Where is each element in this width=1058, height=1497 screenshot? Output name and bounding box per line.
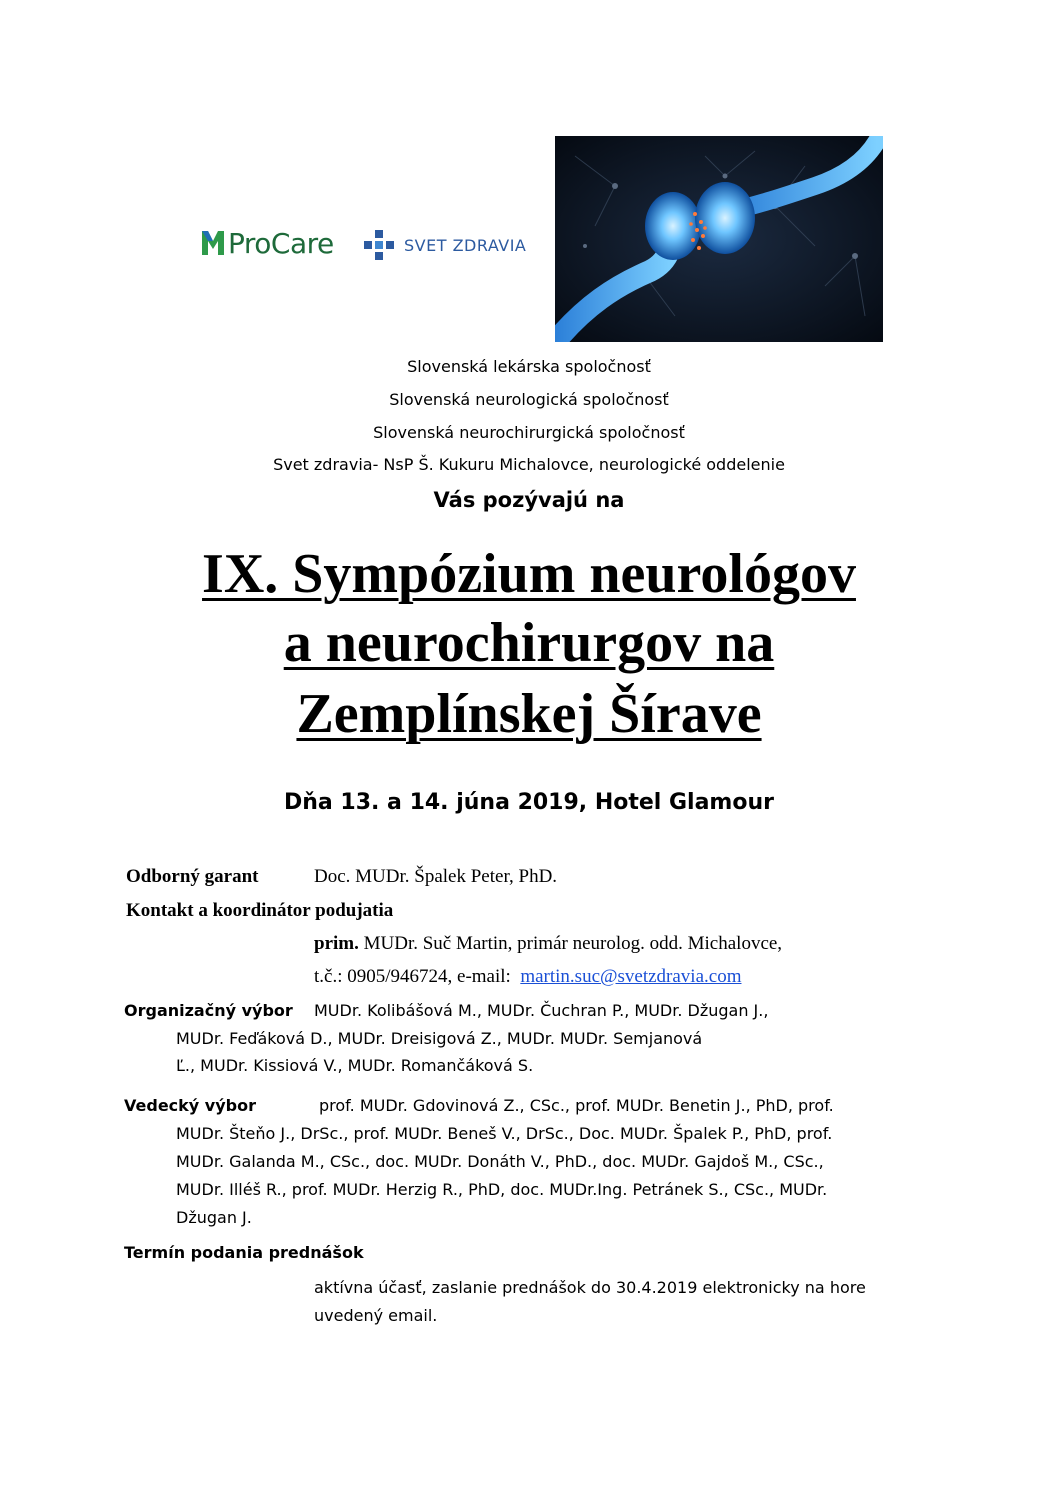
procare-mark-icon	[202, 229, 224, 257]
deadline-line-1: aktívna účasť, zaslanie prednášok do 30.4.2019 elektronicky na hore	[314, 1278, 866, 1297]
synapse-neuron-image	[555, 136, 883, 342]
org-committee-label: Organizačný výbor	[124, 1001, 293, 1020]
medical-cross-icon	[364, 230, 394, 260]
svet-zdravia-logo-text: SVET ZDRAVIA	[404, 235, 527, 255]
contact-prim: prim.	[314, 933, 359, 954]
sci-committee-line: MUDr. Šteňo J., DrSc., prof. MUDr. Beneš V., DrSc., Doc. MUDr. Špalek P., PhD, prof.	[176, 1124, 833, 1143]
organizer-2: Slovenská neurologická spoločnosť	[389, 390, 669, 409]
garant-label: Odborný garant	[126, 866, 259, 887]
org-committee-line: MUDr. Feďáková D., MUDr. Dreisigová Z., MUDr. MUDr. Semjanová	[176, 1029, 703, 1048]
contact-label: Kontakt a koordinátor podujatia	[126, 900, 394, 921]
sci-committee-line: MUDr. Galanda M., CSc., doc. MUDr. Donáth V., PhD., doc. MUDr. Gajdoš M., CSc.,	[176, 1152, 824, 1171]
org-committee-line: Ľ., MUDr. Kissiová V., MUDr. Romančáková S.	[176, 1056, 534, 1075]
invite-text: Vás pozývajú na	[433, 488, 625, 512]
title-line-1: IX. Sympózium neurológov	[202, 543, 856, 605]
organizer-3: Slovenská neurochirurgická spoločnosť	[373, 423, 685, 442]
organizer-4: Svet zdravia- NsP Š. Kukuru Michalovce, neurologické oddelenie	[273, 455, 785, 474]
contact-phone: t.č.: 0905/946724, e-mail:	[314, 966, 511, 987]
contact-line-2	[314, 966, 741, 988]
procare-logo	[202, 226, 334, 260]
deadline-label: Termín podania prednášok	[124, 1243, 364, 1262]
svet-zdravia-logo	[364, 228, 526, 262]
org-committee-line: MUDr. Kolibášová M., MUDr. Čuchran P., MUDr. Džugan J.,	[314, 1001, 769, 1020]
sci-committee-line: MUDr. Illéš R., prof. MUDr. Herzig R., PhD, doc. MUDr.Ing. Petránek S., CSc., MUDr.	[176, 1180, 828, 1199]
procare-logo-text: ProCare	[228, 226, 334, 260]
sci-committee-line: Džugan J.	[176, 1208, 252, 1227]
contact-line-1-rest: MUDr. Suč Martin, primár neurolog. odd. Michalovce,	[358, 933, 783, 954]
title-line-2: a neurochirurgov na	[283, 612, 775, 674]
contact-line-1	[314, 933, 782, 955]
title-line-3: Zemplínskej Šírave	[296, 683, 762, 745]
sci-committee-label: Vedecký výbor	[124, 1096, 256, 1115]
contact-email-link[interactable]: martin.suc@svetzdravia.com	[520, 966, 742, 987]
organizer-1: Slovenská lekárska spoločnosť	[407, 357, 651, 376]
date-place: Dňa 13. a 14. júna 2019, Hotel Glamour	[284, 790, 774, 815]
sci-committee-line: prof. MUDr. Gdovinová Z., CSc., prof. MUDr. Benetin J., PhD, prof.	[319, 1096, 834, 1115]
deadline-line-2: uvedený email.	[314, 1306, 438, 1325]
garant-value: Doc. MUDr. Špalek Peter, PhD.	[314, 866, 558, 887]
